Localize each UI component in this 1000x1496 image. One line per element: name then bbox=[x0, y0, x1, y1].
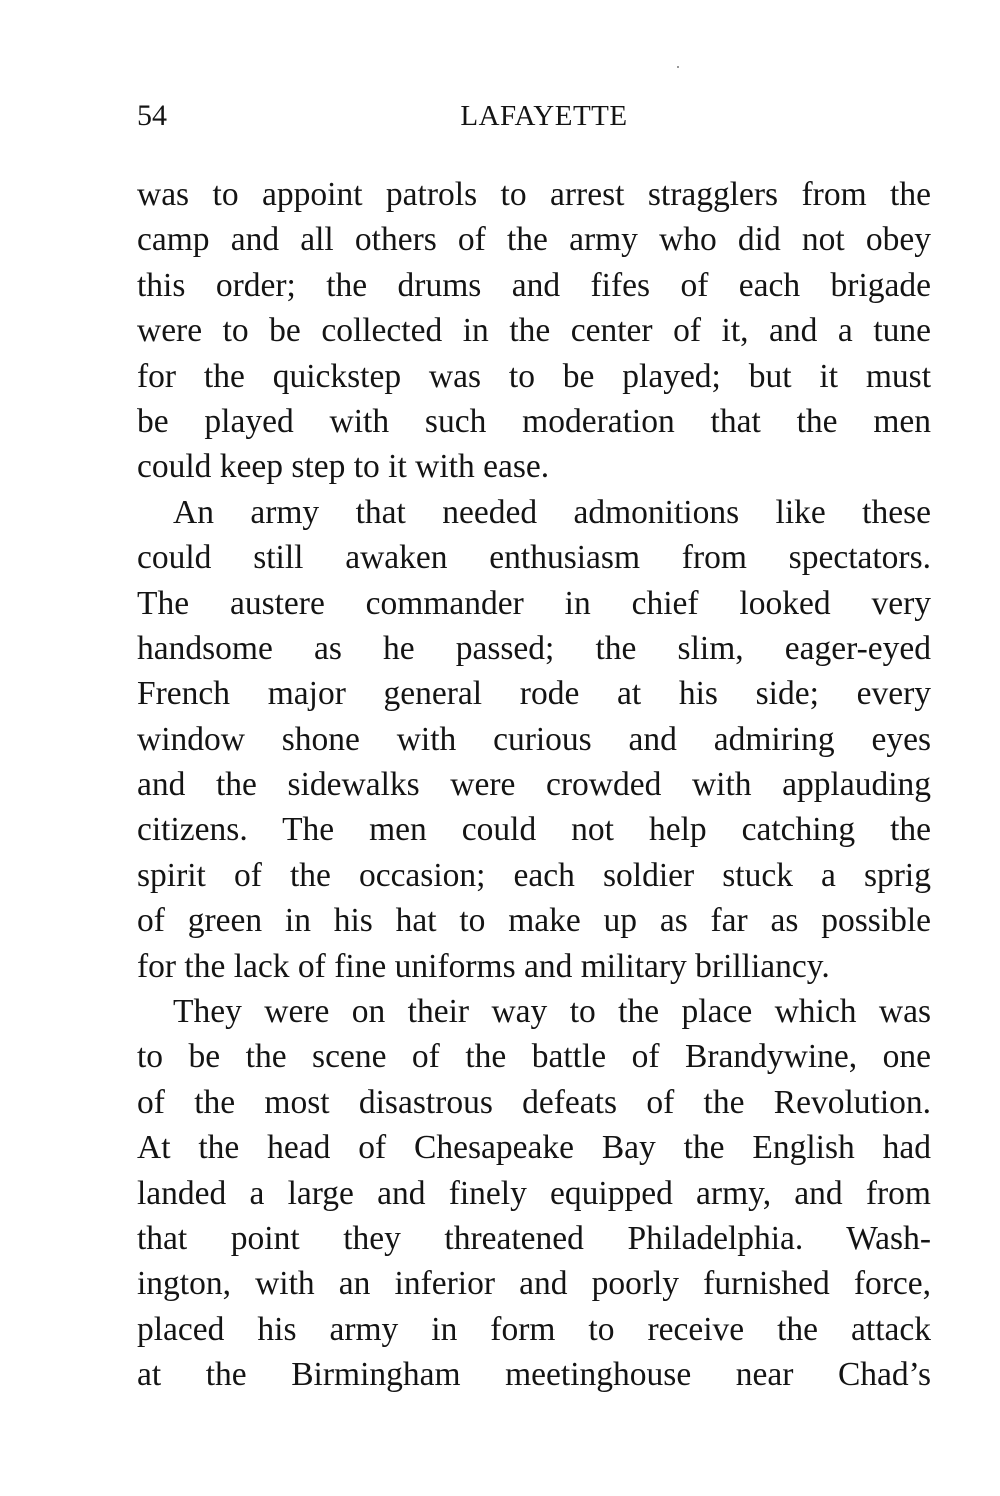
text-line: ington, with an inferior and poorly furnished force, bbox=[137, 1265, 931, 1303]
text-line: citizens. The men could not help catching the bbox=[137, 811, 931, 849]
text-line: placed his army in form to receive the attack bbox=[137, 1310, 931, 1348]
running-head: LAFAYETTE bbox=[460, 100, 628, 132]
text-line: An army that needed admonitions like these bbox=[173, 493, 931, 531]
text-line: handsome as he passed; the slim, eager-eyed bbox=[137, 629, 931, 667]
body-text bbox=[137, 172, 931, 1398]
text-line: camp and all others of the army who did not obey bbox=[137, 221, 931, 259]
scan-speck bbox=[677, 66, 679, 68]
page-header bbox=[137, 96, 931, 136]
text-line: of green in his hat to make up as far as possible bbox=[137, 902, 931, 940]
text-line: were to be collected in the center of it, and a tune bbox=[137, 312, 931, 350]
text-line: that point they threatened Philadelphia. Wash- bbox=[137, 1219, 931, 1257]
text-line: could still awaken enthusiasm from spectators. bbox=[137, 539, 931, 577]
page-number: 54 bbox=[137, 99, 167, 132]
text-line: for the quickstep was to be played; but it must bbox=[137, 357, 931, 395]
text-line: and the sidewalks were crowded with applauding bbox=[137, 766, 931, 804]
text-line: landed a large and finely equipped army, and from bbox=[137, 1174, 931, 1212]
text-line: of the most disastrous defeats of the Revolution. bbox=[137, 1083, 931, 1121]
text-line: spirit of the occasion; each soldier stuck a sprig bbox=[137, 856, 931, 894]
text-line: At the head of Chesapeake Bay the English had bbox=[137, 1129, 931, 1167]
text-line: for the lack of fine uniforms and military brilliancy. bbox=[137, 947, 830, 985]
text-line: to be the scene of the battle of Brandywine, one bbox=[137, 1038, 931, 1076]
text-line: French major general rode at his side; every bbox=[137, 675, 931, 713]
text-line: this order; the drums and fifes of each brigade bbox=[137, 266, 931, 304]
paragraph bbox=[137, 989, 931, 1398]
text-line: was to appoint patrols to arrest stragglers from the bbox=[137, 176, 931, 213]
text-line: at the Birmingham meetinghouse near Chad’s bbox=[137, 1356, 931, 1394]
paragraph bbox=[137, 490, 931, 989]
text-line: The austere commander in chief looked very bbox=[137, 584, 931, 622]
paragraph bbox=[137, 172, 931, 490]
text-line: be played with such moderation that the men bbox=[137, 402, 931, 440]
text-line: window shone with curious and admiring eyes bbox=[137, 720, 931, 758]
text-line: could keep step to it with ease. bbox=[137, 448, 550, 486]
text-line: They were on their way to the place which was bbox=[173, 993, 931, 1031]
